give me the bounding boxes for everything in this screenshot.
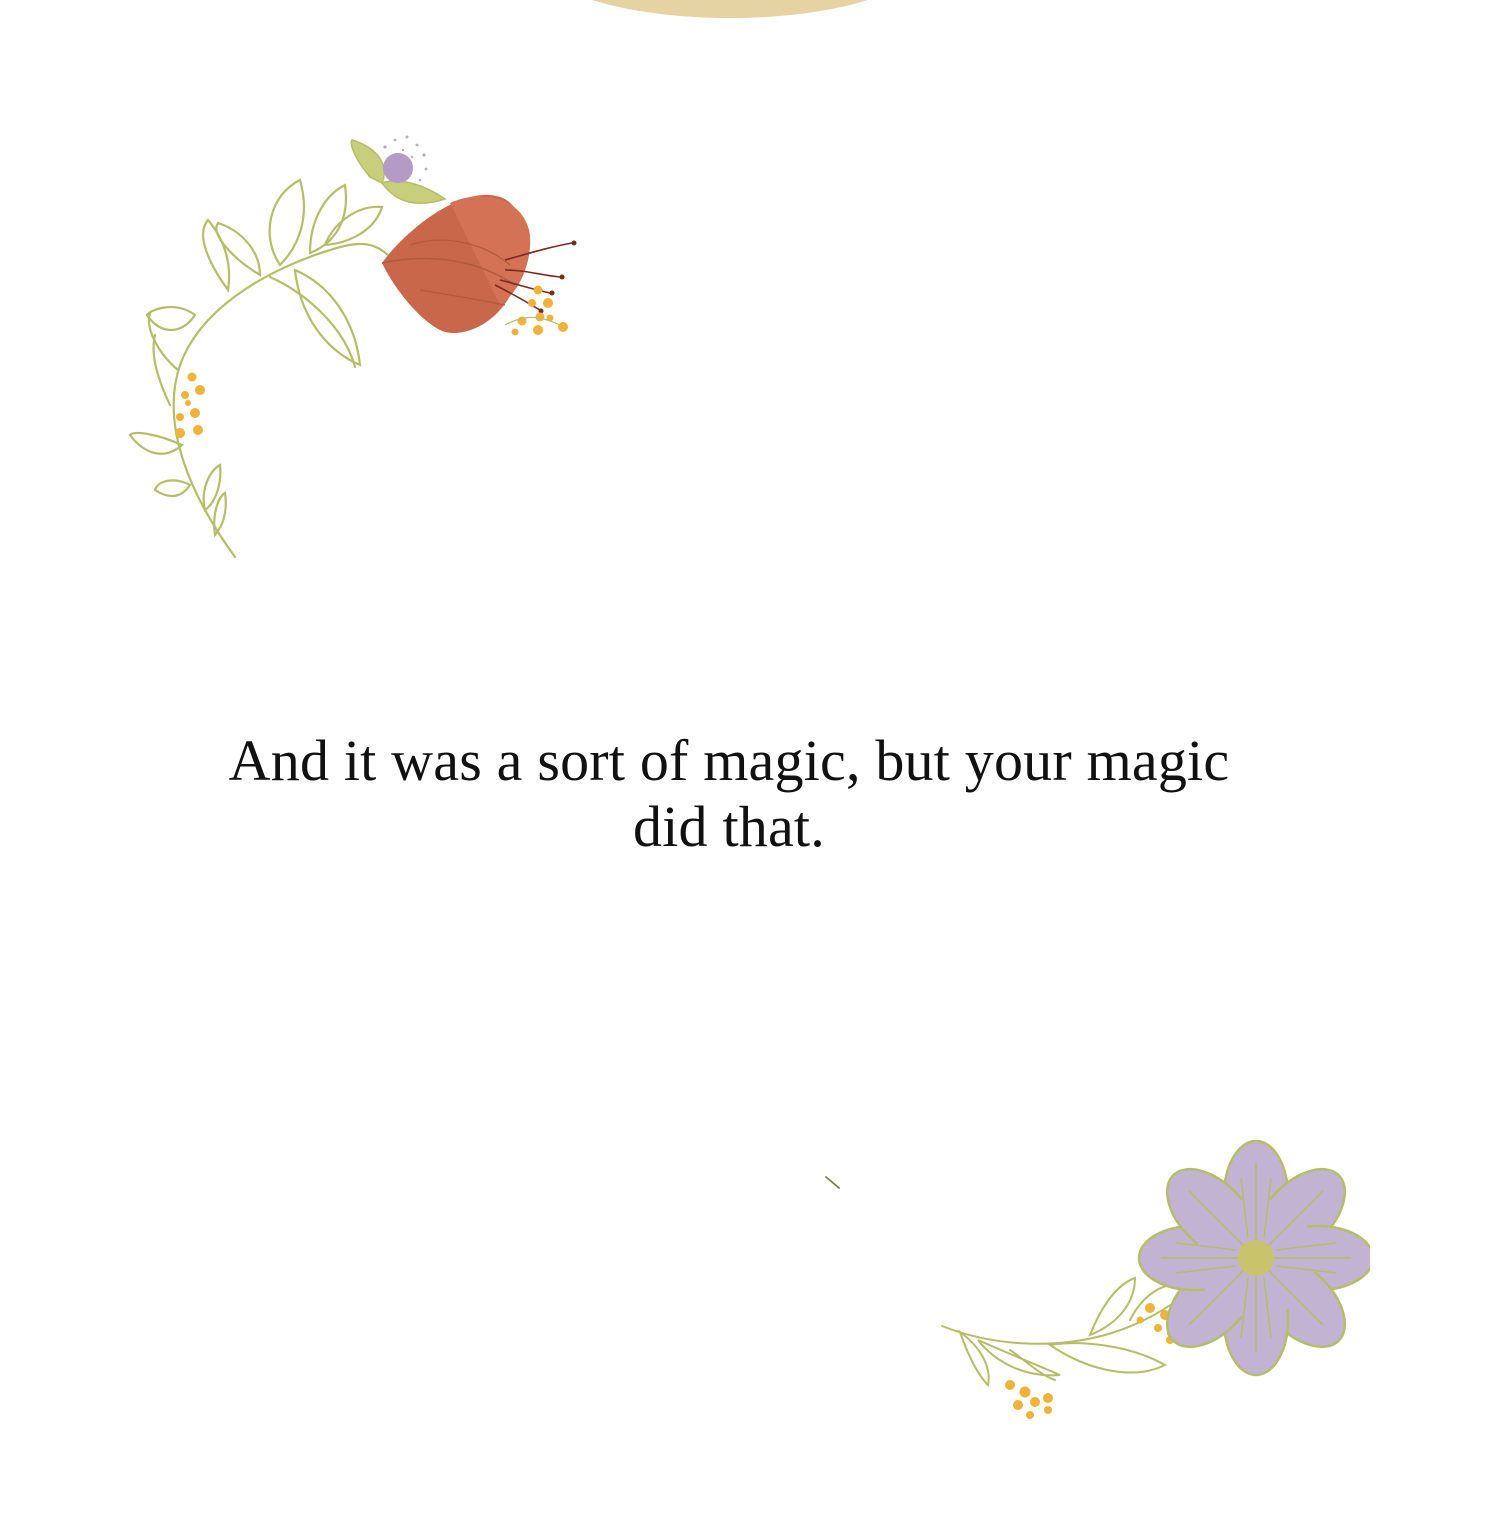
- red-flower-branch-icon: [120, 125, 590, 565]
- lavender-flower-branch-icon: [930, 1140, 1370, 1430]
- top-arc-decoration: [525, 0, 935, 20]
- stray-mark-decoration: [824, 1175, 844, 1191]
- story-text: And it was a sort of magic, but your magic did that.: [228, 728, 1230, 859]
